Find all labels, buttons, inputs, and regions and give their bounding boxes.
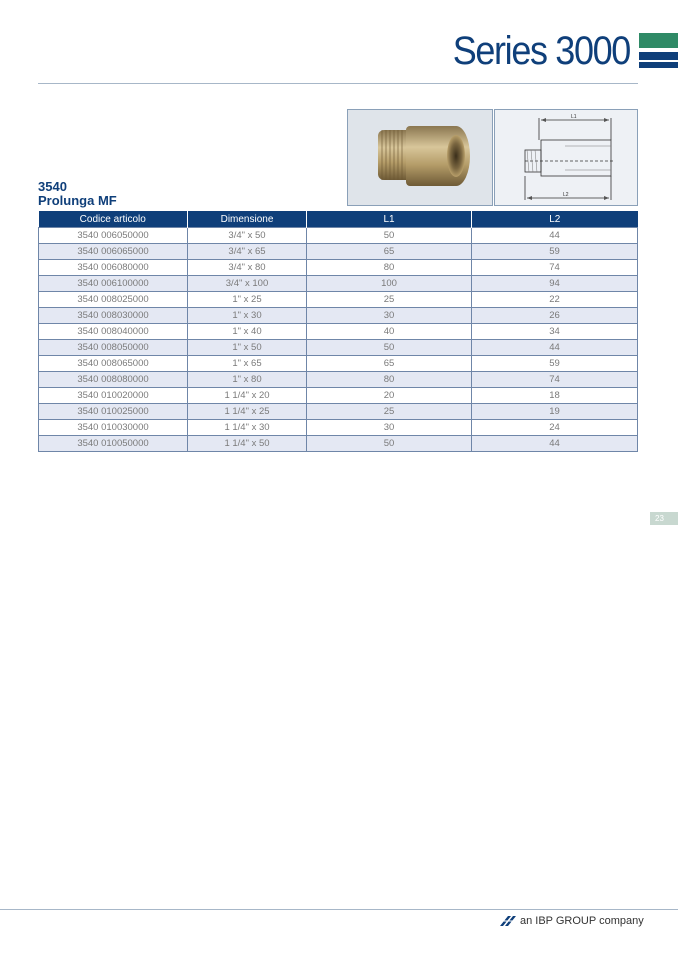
table-row (39, 244, 638, 260)
cell-l2: 24 (472, 420, 638, 436)
cell-dimension: 1 1/4" x 20 (188, 388, 307, 404)
series-title: Series 3000 (452, 29, 630, 73)
table-row (39, 324, 638, 340)
column-header-dimension: Dimensione (188, 211, 307, 228)
table-row (39, 308, 638, 324)
fitting-photo-icon (348, 110, 492, 205)
cell-l1: 50 (307, 436, 472, 452)
cell-l1: 25 (307, 404, 472, 420)
table-row (39, 372, 638, 388)
cell-l1: 65 (307, 356, 472, 372)
dimension-drawing-icon (495, 110, 637, 205)
ibp-group-logo-icon (496, 915, 518, 927)
cell-l2: 44 (472, 340, 638, 356)
cell-l2: 59 (472, 244, 638, 260)
table-header-row (39, 211, 638, 228)
cell-code: 3540 008050000 (39, 340, 188, 356)
logo-stripe-blue (639, 62, 678, 68)
product-photo (347, 109, 493, 206)
cell-code: 3540 010020000 (39, 388, 188, 404)
footer-divider (0, 909, 678, 910)
logo-stripe-blue (639, 52, 678, 60)
cell-l1: 100 (307, 276, 472, 292)
cell-l2: 44 (472, 228, 638, 244)
cell-code: 3540 008040000 (39, 324, 188, 340)
cell-dimension: 1 1/4" x 30 (188, 420, 307, 436)
table-row (39, 356, 638, 372)
cell-code: 3540 006065000 (39, 244, 188, 260)
cell-l1: 25 (307, 292, 472, 308)
column-header-l2: L2 (472, 211, 638, 228)
cell-code: 3540 008025000 (39, 292, 188, 308)
cell-code: 3540 006050000 (39, 228, 188, 244)
cell-code: 3540 010050000 (39, 436, 188, 452)
brand-stripes-logo (639, 33, 678, 68)
cell-l1: 40 (307, 324, 472, 340)
cell-l1: 20 (307, 388, 472, 404)
cell-l1: 30 (307, 420, 472, 436)
product-code: 3540 (38, 179, 67, 194)
cell-l1: 80 (307, 260, 472, 276)
cell-dimension: 3/4" x 65 (188, 244, 307, 260)
table-row (39, 388, 638, 404)
cell-dimension: 1 1/4" x 25 (188, 404, 307, 420)
dimension-label-l1: L1 (571, 114, 577, 120)
cell-dimension: 1" x 80 (188, 372, 307, 388)
cell-dimension: 1" x 50 (188, 340, 307, 356)
dimension-label-l2: L2 (563, 192, 569, 198)
cell-dimension: 1" x 25 (188, 292, 307, 308)
cell-code: 3540 008065000 (39, 356, 188, 372)
cell-l2: 44 (472, 436, 638, 452)
column-header-code: Codice articolo (39, 211, 188, 228)
column-header-l1: L1 (307, 211, 472, 228)
cell-dimension: 3/4" x 100 (188, 276, 307, 292)
cell-dimension: 3/4" x 80 (188, 260, 307, 276)
cell-code: 3540 008030000 (39, 308, 188, 324)
cell-code: 3540 010025000 (39, 404, 188, 420)
header-divider (38, 83, 638, 84)
cell-l2: 26 (472, 308, 638, 324)
specification-table (38, 211, 638, 452)
table-row (39, 420, 638, 436)
table-row (39, 276, 638, 292)
technical-drawing (494, 109, 638, 206)
footer-company-text: an IBP GROUP company (520, 915, 644, 927)
table-row (39, 228, 638, 244)
cell-dimension: 1" x 30 (188, 308, 307, 324)
cell-l1: 50 (307, 228, 472, 244)
cell-l1: 30 (307, 308, 472, 324)
cell-l2: 94 (472, 276, 638, 292)
cell-l2: 34 (472, 324, 638, 340)
product-name: Prolunga MF (38, 193, 117, 208)
cell-l1: 65 (307, 244, 472, 260)
cell-code: 3540 006100000 (39, 276, 188, 292)
cell-l2: 22 (472, 292, 638, 308)
cell-l1: 50 (307, 340, 472, 356)
table-row (39, 340, 638, 356)
logo-stripe-green (639, 33, 678, 48)
cell-l2: 19 (472, 404, 638, 420)
cell-code: 3540 006080000 (39, 260, 188, 276)
cell-l2: 74 (472, 260, 638, 276)
cell-l2: 74 (472, 372, 638, 388)
cell-l2: 18 (472, 388, 638, 404)
cell-dimension: 1" x 65 (188, 356, 307, 372)
cell-dimension: 3/4" x 50 (188, 228, 307, 244)
table-row (39, 436, 638, 452)
cell-code: 3540 010030000 (39, 420, 188, 436)
table-row (39, 292, 638, 308)
cell-dimension: 1" x 40 (188, 324, 307, 340)
table-row (39, 404, 638, 420)
cell-l1: 80 (307, 372, 472, 388)
table-row (39, 260, 638, 276)
cell-dimension: 1 1/4" x 50 (188, 436, 307, 452)
cell-l2: 59 (472, 356, 638, 372)
cell-code: 3540 008080000 (39, 372, 188, 388)
page-number: 23 (655, 514, 664, 523)
